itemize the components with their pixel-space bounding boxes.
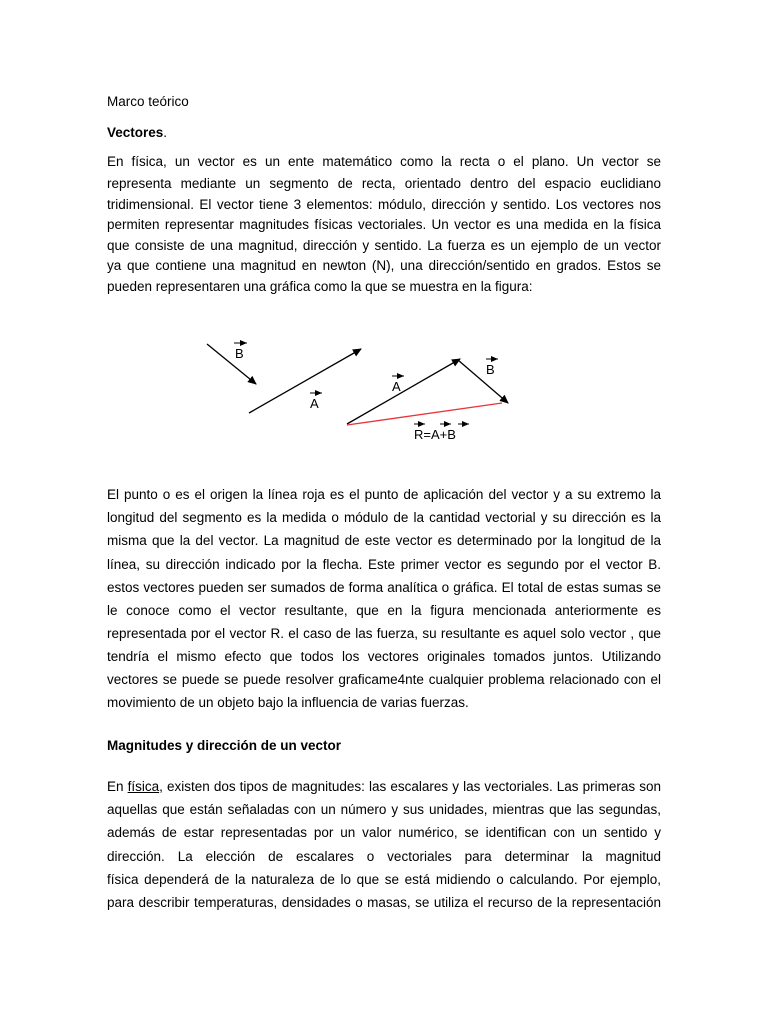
paragraph-line: vectores se puede se puede resolver graficame4nte cualquier problema relacionado con el: [107, 672, 661, 687]
vector-b-right: [458, 360, 508, 403]
label-resultant: R=A+B: [414, 427, 456, 442]
vector-diagram: [196, 308, 526, 458]
vector-resultant: [347, 403, 502, 425]
paragraph-line: representa mediante un segmento de recta, orientado dentro del espacio euclidiano: [107, 176, 661, 191]
line-rest: , existen dos tipos de magnitudes: las escalares y las vectoriales. Las primeras son: [159, 779, 661, 794]
paragraph-line: física dependerá de la naturaleza de lo que se está midiendo o calculando. Por ejemplo,: [107, 872, 661, 887]
paragraph-line: tendría el mismo efecto que todos los vectores originales tomados juntos. Utilizando: [107, 649, 661, 664]
paragraph-line: longitud del segmento es la medida o módulo de la cantidad vectorial y su dirección es la: [107, 510, 661, 525]
paragraph-line: El punto o es el origen la línea roja es el punto de aplicación del vector y a su extremo la: [107, 487, 661, 502]
paragraph-line: estos vectores pueden ser sumados de forma analítica o gráfica. El total de estas sumas se: [107, 580, 661, 595]
label-a-right: A: [392, 379, 401, 394]
paragraph-line: línea, su dirección indicado por la flecha. Este primer vector es segundo por el vector B.: [107, 557, 661, 572]
section-heading-vectores: [107, 124, 167, 142]
paragraph-line: para describir temperaturas, densidades o masas, se utiliza el recurso de la representación: [107, 895, 661, 910]
paragraph-line: que consiste de una magnitud, dirección y sentido. La fuerza es un ejemplo de un vector: [107, 238, 661, 253]
vector-a-left: [249, 349, 361, 413]
section-heading-magnitudes: Magnitudes y dirección de un vector: [107, 738, 342, 753]
section-heading-suffix: .: [163, 125, 168, 140]
paragraph-line: movimiento de un objeto bajo la influencia de varias fuerzas.: [107, 695, 469, 710]
paragraph-line: pueden representaren una gráfica como la que se muestra en la figura:: [107, 279, 533, 294]
paragraph-line: tridimensional. El vector tiene 3 elementos: módulo, dirección y sentido. Los vectores nos: [107, 197, 661, 212]
label-b-left: B: [235, 346, 244, 361]
paragraph-line: aquellas que están señaladas con un número y sus unidades, mientras que las segundas,: [107, 802, 661, 817]
vector-a-right: [347, 359, 460, 424]
vector-figure: [196, 308, 526, 458]
vector-b-left: [207, 344, 256, 384]
paragraph-line: le conoce como el vector resultante, que en la figura mencionada anteriormente es: [107, 603, 661, 618]
paragraph-line: además de estar representadas por un valor numérico, se identifican con un sentido y: [107, 825, 661, 840]
paragraph-line: dirección. La elección de escalares o vectoriales para determinar la magnitud: [107, 849, 661, 864]
line-prefix: En: [107, 779, 128, 794]
fisica-link[interactable]: física: [127, 779, 160, 794]
label-b-right: B: [486, 362, 495, 377]
paragraph-line: permiten representar magnitudes físicas vectoriales. Un vector es una medida en la física: [107, 217, 661, 232]
paragraph-line: En física, un vector es un ente matemático como la recta o el plano. Un vector se: [107, 154, 661, 169]
paragraph-line: [107, 778, 661, 796]
section-heading-text: Vectores: [107, 125, 164, 140]
paragraph-line: representada por el vector R. el caso de las fuerza, su resultante es aquel solo vector , que: [107, 626, 661, 641]
label-a-left: A: [310, 396, 319, 411]
paragraph-line: ya que contiene una magnitud en newton (N), una dirección/sentido en grados. Estos se: [107, 258, 661, 273]
page-header: Marco teórico: [107, 94, 189, 109]
paragraph-line: misma que la del vector. La magnitud de este vector es determinado por la longitud de la: [107, 533, 661, 548]
